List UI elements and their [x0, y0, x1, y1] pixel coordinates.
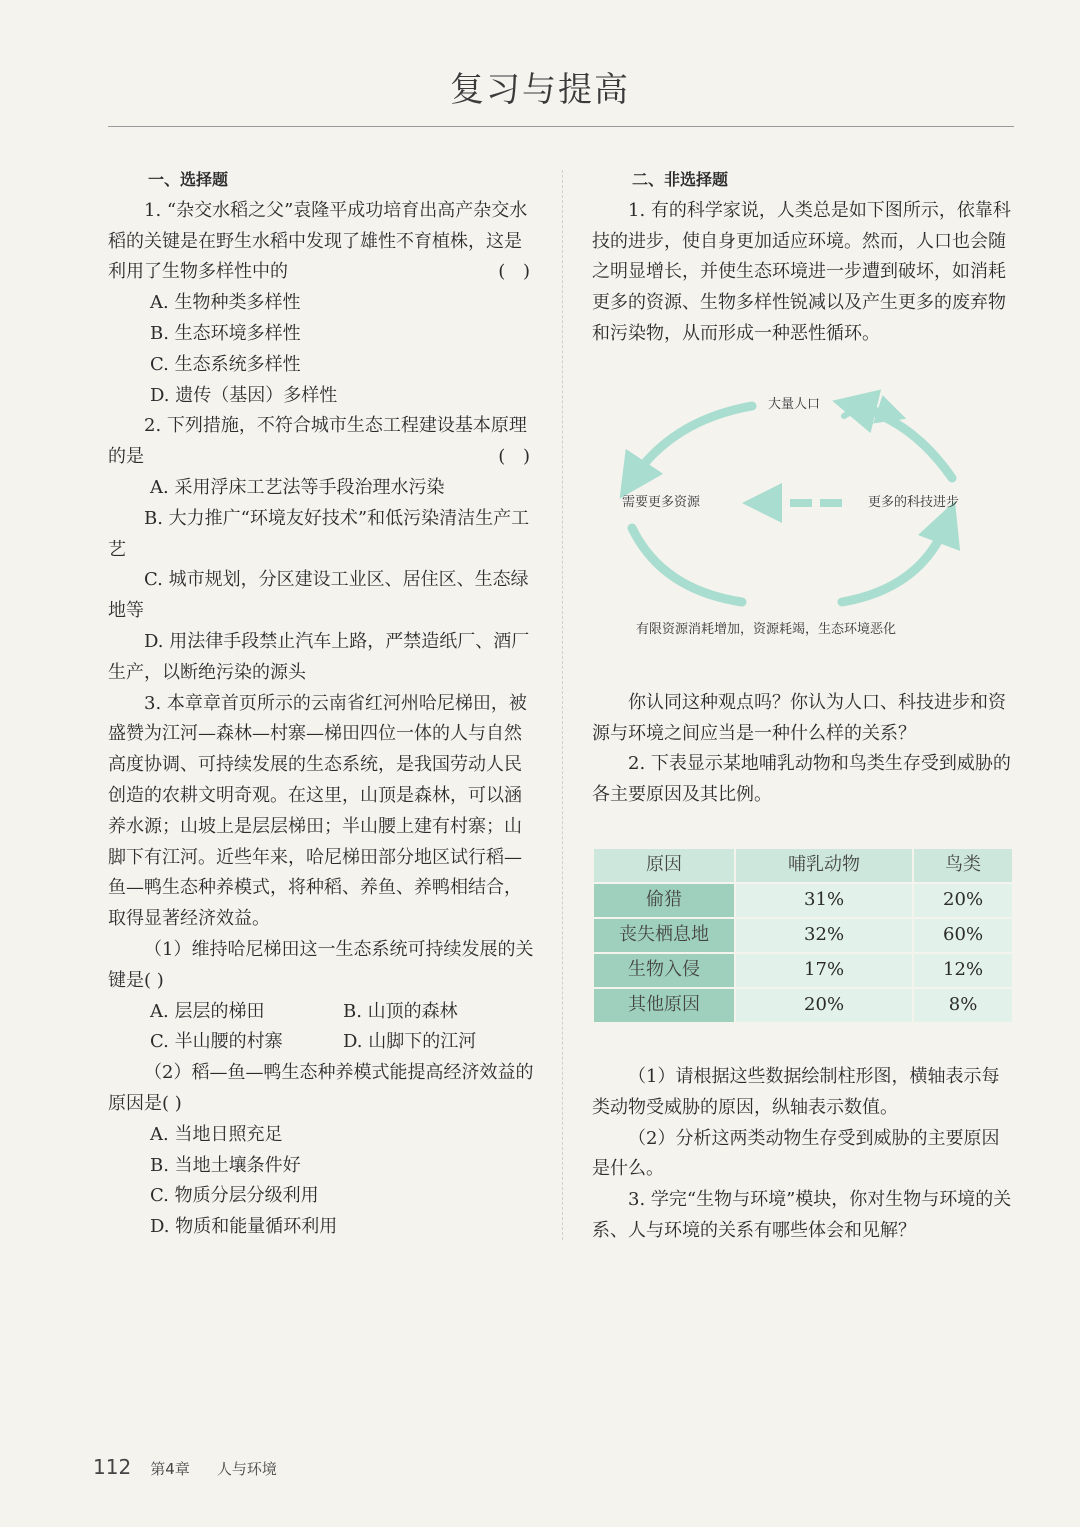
table-header: 鸟类	[914, 849, 1012, 882]
cycle-label-population: 大量人口	[768, 396, 821, 412]
question-text: （1）维持哈尼梯田这一生态系统可持续发展的关键是	[108, 938, 534, 991]
page-title: 复习与提高	[450, 70, 630, 110]
option: C. 城市规划，分区建设工业区、居住区、生态绿地等	[108, 569, 529, 622]
answer-blank: ( )	[162, 1092, 182, 1114]
table-row	[594, 884, 1012, 917]
option: D. 遗传（基因）多样性	[150, 384, 338, 406]
table-cell: 12%	[914, 954, 1012, 987]
cycle-label-consequence: 有限资源消耗增加，资源耗竭，生态环境恶化	[636, 621, 897, 637]
option: A. 层层的梯田	[150, 1000, 265, 1022]
sub-question-3-1	[108, 935, 536, 997]
question-1-followup: 你认同这种观点吗？你认为人口、科技进步和资源与环境之间应当是一种什么样的关系？	[592, 691, 1006, 744]
question-3: 3. 学完“生物与环境”模块，你对生物与环境的关系、人与环境的关系有哪些体会和见解？	[592, 1189, 1012, 1241]
column-divider	[562, 170, 563, 1240]
question-text: （2）稻—鱼—鸭生态种养模式能提高经济效益的原因是	[108, 1062, 534, 1114]
threat-table	[592, 847, 1014, 1024]
option: A. 当地日照充足	[150, 1123, 283, 1145]
question-2	[108, 411, 536, 473]
cycle-label-resources: 需要更多资源	[622, 494, 701, 510]
row-label: 偷猎	[594, 884, 734, 917]
arrow-right-to-top	[854, 406, 952, 478]
option-row	[108, 997, 536, 1028]
chapter-name: 人与环境	[216, 1460, 277, 1478]
table-row	[594, 919, 1012, 952]
table-row	[594, 954, 1012, 987]
question-2: 2. 下表显示某地哺乳动物和鸟类生存受到威胁的各主要原因及其比例。	[592, 753, 1011, 806]
sub-question-2-2: （2）分析这两类动物生存受到威胁的主要原因是什么。	[592, 1127, 1000, 1180]
question-text: 1. “杂交水稻之父”袁隆平成功培育出高产杂交水稻的关键是在野生水稻中发现了雄性不育植株，这是利用了生物多样性中的	[108, 199, 528, 283]
option: D. 山脚下的江河	[343, 1031, 477, 1053]
table-cell: 17%	[736, 954, 912, 987]
section-heading-open: 二、非选择题	[632, 170, 729, 189]
title-divider	[108, 126, 1014, 127]
option: D. 物质和能量循环利用	[150, 1216, 338, 1238]
question-3: 3. 本章章首页所示的云南省红河州哈尼梯田，被盛赞为江河—森林—村寨—梯田四位一体的人与自然高度协调、可持续发展的生态系统，是我国劳动人民创造的农耕文明奇观。在这里，山顶是森林，可以涵养水源；山坡上是层层梯田；半山腰上建有村寨；山脚下有江河。近些年来，哈尼梯田部分地区试行稻—鱼—鸭生态种养模式，将种稻、养鱼、养鸭相结合，取得显著经济效益。	[108, 692, 527, 930]
option: D. 用法律手段禁止汽车上路，严禁造纸厂、酒厂生产，以断绝污染的源头	[108, 630, 530, 683]
table-cell: 32%	[736, 919, 912, 952]
option: B. 山顶的森林	[343, 1000, 458, 1022]
question-text: 2. 下列措施，不符合城市生态工程建设基本原理的是	[108, 415, 527, 468]
option: C. 生态系统多样性	[150, 353, 301, 375]
table-cell: 20%	[914, 884, 1012, 917]
page-number: 112	[93, 1455, 132, 1479]
page-footer	[93, 1455, 277, 1479]
arrow-top-to-left	[632, 406, 752, 480]
row-label: 生物入侵	[594, 954, 734, 987]
option: B. 当地土壤条件好	[150, 1154, 301, 1176]
sub-question-3-2	[108, 1058, 536, 1120]
answer-blank: ( )	[144, 969, 164, 991]
table-header: 哺乳动物	[736, 849, 912, 882]
question-1	[108, 196, 536, 288]
table-cell: 31%	[736, 884, 912, 917]
chapter-number: 第4章	[150, 1460, 190, 1478]
left-column	[108, 165, 536, 1243]
table-row	[594, 989, 1012, 1022]
option: C. 物质分层分级利用	[150, 1185, 319, 1207]
arrow-bottom-to-right	[842, 522, 947, 602]
option: B. 生态环境多样性	[150, 322, 301, 344]
table-header: 原因	[594, 849, 734, 882]
question-1: 1. 有的科学家说，人类总是如下图所示，依靠科技的进步，使自身更加适应环境。然而，人口也会随之明显增长，并使生态环境进一步遭到破坏，如消耗更多的资源、生物多样性锐减以及产生更多的废弃物和污染物，从而形成一种恶性循环。	[592, 199, 1011, 344]
right-column	[592, 165, 1016, 1247]
row-label: 其他原因	[594, 989, 734, 1022]
option-row	[108, 1027, 536, 1058]
answer-blank: ( )	[498, 261, 536, 283]
option: A. 生物种类多样性	[150, 292, 301, 314]
sub-question-2-1: （1）请根据这些数据绘制柱形图，横轴表示每类动物受威胁的原因，纵轴表示数值。	[592, 1065, 1000, 1118]
option: B. 大力推广“环境友好技术”和低污染清洁生产工艺	[108, 507, 530, 560]
cycle-label-technology: 更多的科技进步	[868, 494, 960, 510]
row-label: 丧失栖息地	[594, 919, 734, 952]
answer-blank: ( )	[498, 446, 536, 468]
table-cell: 60%	[914, 919, 1012, 952]
table-cell: 8%	[914, 989, 1012, 1022]
section-heading-choice: 一、选择题	[148, 170, 229, 189]
option: C. 半山腰的村寨	[150, 1031, 283, 1053]
cycle-diagram	[592, 370, 1016, 676]
table-cell: 20%	[736, 989, 912, 1022]
arrow-left-to-bottom	[632, 528, 742, 602]
table-header-row	[594, 849, 1012, 882]
option: A. 采用浮床工艺法等手段治理水污染	[150, 476, 445, 498]
